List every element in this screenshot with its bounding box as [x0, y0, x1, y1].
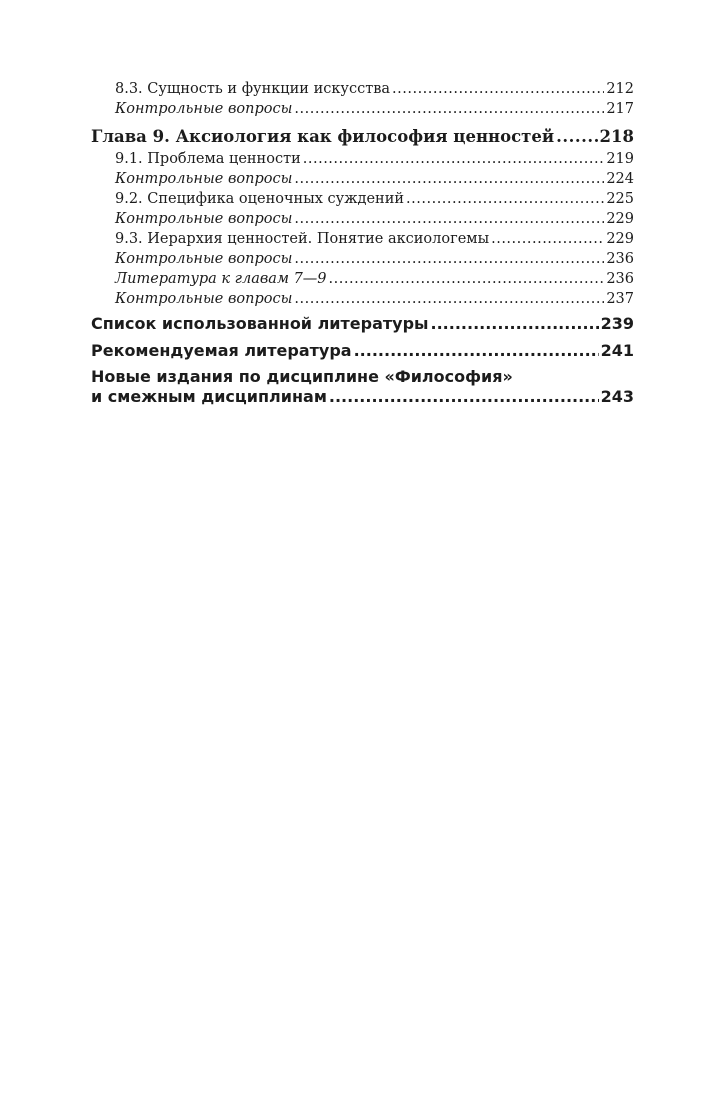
toc-entry-page: 229 [606, 211, 634, 227]
toc-entry-label: Контрольные вопросы [115, 171, 293, 187]
toc-entry-chapter-9[interactable] [91, 125, 634, 149]
leader-dots [329, 387, 599, 407]
leader-dots [294, 99, 604, 119]
leader-dots [329, 269, 605, 289]
toc-entry-8-3[interactable] [91, 79, 634, 99]
leader-dots [294, 249, 604, 269]
toc-entry-label: Контрольные вопросы [115, 101, 293, 117]
toc-entry-questions-9-3[interactable] [91, 249, 634, 269]
toc-entry-questions-9-2[interactable] [91, 209, 634, 229]
toc-entry-label: 9.1. Проблема ценности [115, 151, 301, 167]
toc-entry-page: 225 [606, 191, 634, 207]
toc-entry-page: 217 [606, 101, 634, 117]
toc-entry-page: 241 [600, 341, 634, 360]
toc-entry-label: 9.2. Специфика оценочных суждений [115, 191, 405, 207]
toc-entry-label: 8.3. Сущность и функции искусства [115, 81, 391, 97]
toc-entry-page: 224 [606, 171, 634, 187]
toc-entry-new-editions[interactable] [91, 367, 634, 407]
toc-entry-page: 243 [600, 387, 634, 406]
leader-dots [556, 125, 597, 149]
toc-entry-references[interactable] [91, 312, 634, 336]
toc-entry-recommended[interactable] [91, 339, 634, 363]
toc-entry-label: Глава 9. Аксиология как философия ценностей [91, 127, 555, 146]
toc-entry-label: 9.3. Иерархия ценностей. Понятие аксиологемы [115, 231, 490, 247]
toc-entry-9-1[interactable] [91, 149, 634, 169]
toc-entry-questions-9-1[interactable] [91, 169, 634, 189]
toc-entry-9-2[interactable] [91, 189, 634, 209]
toc-entry-questions-final[interactable] [91, 289, 634, 309]
leader-dots [431, 312, 599, 336]
toc-entry-label: Контрольные вопросы [115, 291, 293, 307]
toc-entry-line2 [91, 387, 634, 407]
toc-entry-label-line2: и смежным дисциплинам [91, 387, 327, 406]
leader-dots [392, 79, 604, 99]
toc-entry-page: 239 [600, 314, 634, 333]
toc-entry-label: Контрольные вопросы [115, 251, 293, 267]
toc-entry-literature-7-9[interactable] [91, 269, 634, 289]
leader-dots [294, 209, 604, 229]
leader-dots [354, 339, 599, 363]
toc-entry-9-3[interactable] [91, 229, 634, 249]
toc-entry-page: 237 [606, 291, 634, 307]
toc-entry-label-line1: Новые издания по дисциплине «Философия» [91, 367, 513, 386]
toc-entry-label: Список использованной литературы [91, 314, 429, 333]
toc-entry-page: 229 [606, 231, 634, 247]
table-of-contents [91, 79, 634, 407]
leader-dots [406, 189, 604, 209]
toc-entry-questions-8[interactable] [91, 99, 634, 119]
toc-entry-page: 236 [606, 271, 634, 287]
toc-entry-label: Литература к главам 7—9 [115, 271, 327, 287]
toc-entry-page: 218 [599, 127, 634, 146]
leader-dots [303, 149, 605, 169]
toc-entry-page: 212 [606, 81, 634, 97]
toc-entry-page: 219 [606, 151, 634, 167]
leader-dots [491, 229, 604, 249]
toc-entry-label: Контрольные вопросы [115, 211, 293, 227]
leader-dots [294, 289, 604, 309]
toc-entry-page: 236 [606, 251, 634, 267]
toc-entry-label: Рекомендуемая литература [91, 341, 352, 360]
leader-dots [294, 169, 604, 189]
